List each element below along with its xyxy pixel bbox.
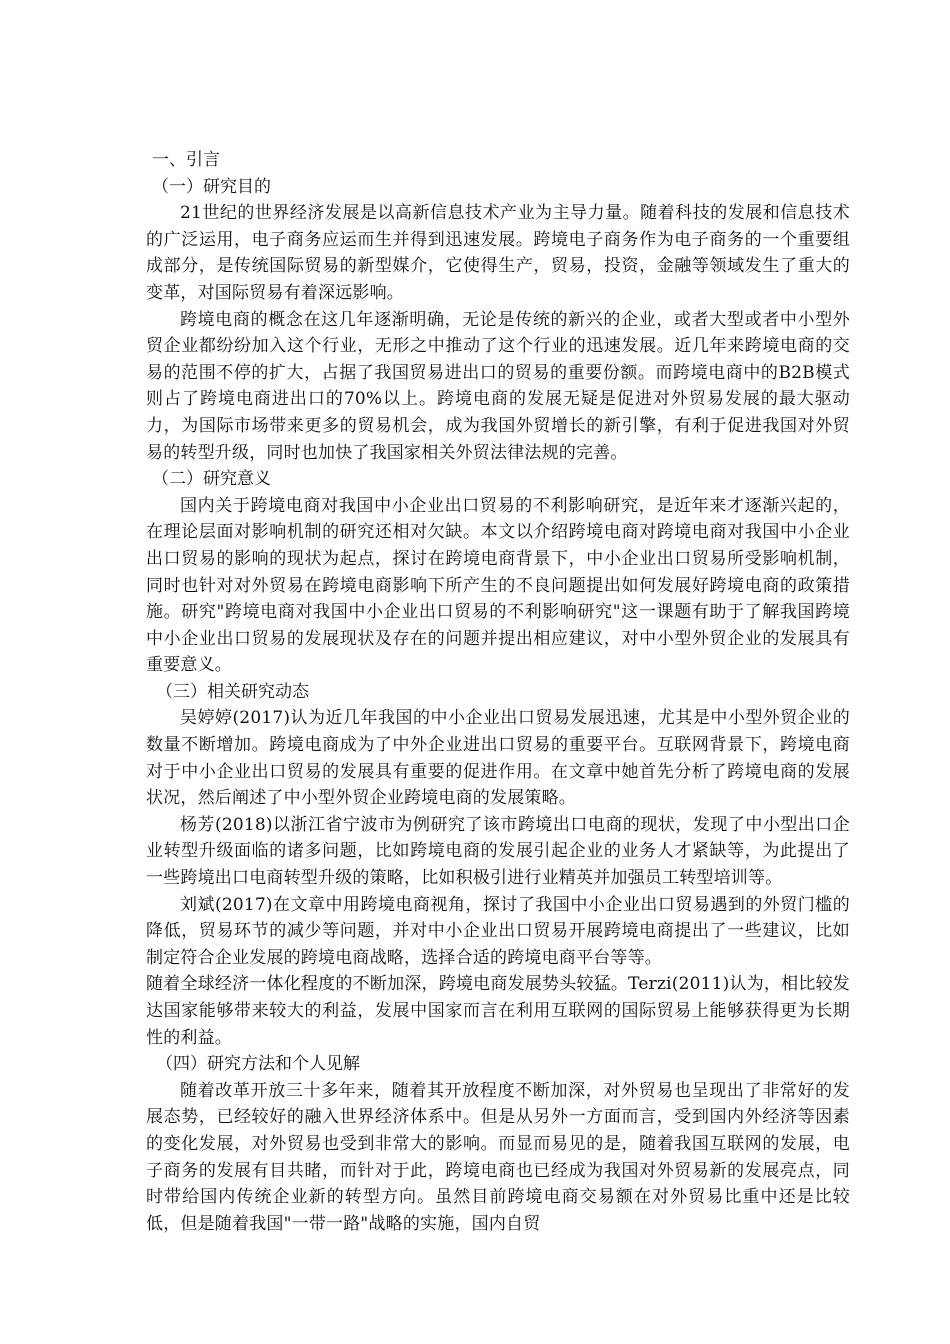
paragraph: 随着改革开放三十多年来，随着其开放程度不断加深，对外贸易也呈现出了非常好的发展态势，已经较好的融入世界经济体系中。但是从另外一方面而言，受到国内外经济等因素的变化发展，对外贸易也受到非常大的影响。而显而易见的是，随着我国互联网的发展，电子商务的发展有目共睹，而针对于此，跨境电商也已经成为我国对外贸易新的发展亮点，同时带给国内传统企业新的转型方向。虽然目前跨境电商交易额在对外贸易比重中还是比较低，但是随着我国"一带一路"战略的实施，国内自贸 <box>146 1080 850 1234</box>
paragraph: 杨芳(2018)以浙江省宁波市为例研究了该市跨境出口电商的现状，发现了中小型出口企业转型升级面临的诸多问题，比如跨境电商的发展引起企业的业务人才紧缺等，为此提出了一些跨境出口电商转型升级的策略，比如积极引进行业精英并加强员工转型培训等。 <box>146 814 850 889</box>
paragraph: 国内关于跨境电商对我国中小企业出口贸易的不利影响研究，是近年来才逐渐兴起的，在理论层面对影响机制的研究还相对欠缺。本文以介绍跨境电商对跨境电商对我国中小企业出口贸易的影响的现状为起点，探讨在跨境电商背景下，中小企业出口贸易所受影响机制，同时也针对对外贸易在跨境电商影响下所产生的不良问题提出如何发展好跨境电商的政策措施。研究"跨境电商对我国中小企业出口贸易的不利影响研究"这一课题有助于了解我国跨境中小企业出口贸易的发展现状及存在的问题并提出相应建议，对中小型外贸企业的发展具有重要意义。 <box>146 495 850 676</box>
subsection-heading-related-research: （三）相关研究动态 <box>156 681 309 702</box>
document-page <box>146 147 850 1237</box>
paragraph: 21世纪的世界经济发展是以高新信息技术产业为主导力量。随着科技的发展和信息技术的广泛运用，电子商务应运而生并得到迅速发展。跨境电子商务作为电子商务的一个重要组成部分，是传统国际贸易的新型媒介，它使得生产，贸易，投资，金融等领域发生了重大的变革，对国际贸易有着深远影响。 <box>146 203 850 303</box>
paragraph: 跨境电商的概念在这几年逐渐明确，无论是传统的新兴的企业，或者大型或者中小型外贸企业都纷纷加入这个行业，无形之中推动了这个行业的迅速发展。近几年来跨境电商的交易的范围不停的扩大，占据了我国贸易进出口的贸易的重要份额。而跨境电商中的B2B模式则占了跨境电商进出口的70%以上。跨境电商的发展无疑是促进对外贸易发展的最大驱动力，为国际市场带来更多的贸易机会，成为我国外贸增长的新引擎，有利于促进我国对外贸易的转型升级，同时也加快了我国家相关外贸法律法规的完善。 <box>146 309 850 463</box>
paragraph: 吴婷婷(2017)认为近几年我国的中小企业出口贸易发展迅速，尤其是中小型外贸企业的数量不断增加。跨境电商成为了中外企业进出口贸易的重要平台。互联网背景下，跨境电商对于中小企业出口贸易的发展具有重要的促进作用。在文章中她首先分析了跨境电商的发展状况，然后阐述了中小型外贸企业跨境电商的发展策略。 <box>146 708 850 809</box>
subsection-heading-methods: （四）研究方法和个人见解 <box>156 1054 360 1075</box>
paragraph: 随着全球经济一体化程度的不断加深，跨境电商发展势头较猛。Terzi(2011)认为，相比较发达国家能够带来较大的利益，发展中国家而言在利用互联网的国际贸易上能够获得更为长期性的利益。 <box>146 974 850 1048</box>
subsection-heading-purpose: （一）研究目的 <box>152 176 271 197</box>
paragraph: 刘斌(2017)在文章中用跨境电商视角，探讨了我国中小企业出口贸易遇到的外贸门槛的降低，贸易环节的减少等问题，并对中小企业出口贸易开展跨境电商提出了一些建议，比如制定符合企业发展的跨境电商战略，选择合适的跨境电商平台等等。 <box>146 894 850 968</box>
subsection-heading-significance: （二）研究意义 <box>152 469 271 490</box>
section-title: 一、引言 <box>152 150 220 170</box>
